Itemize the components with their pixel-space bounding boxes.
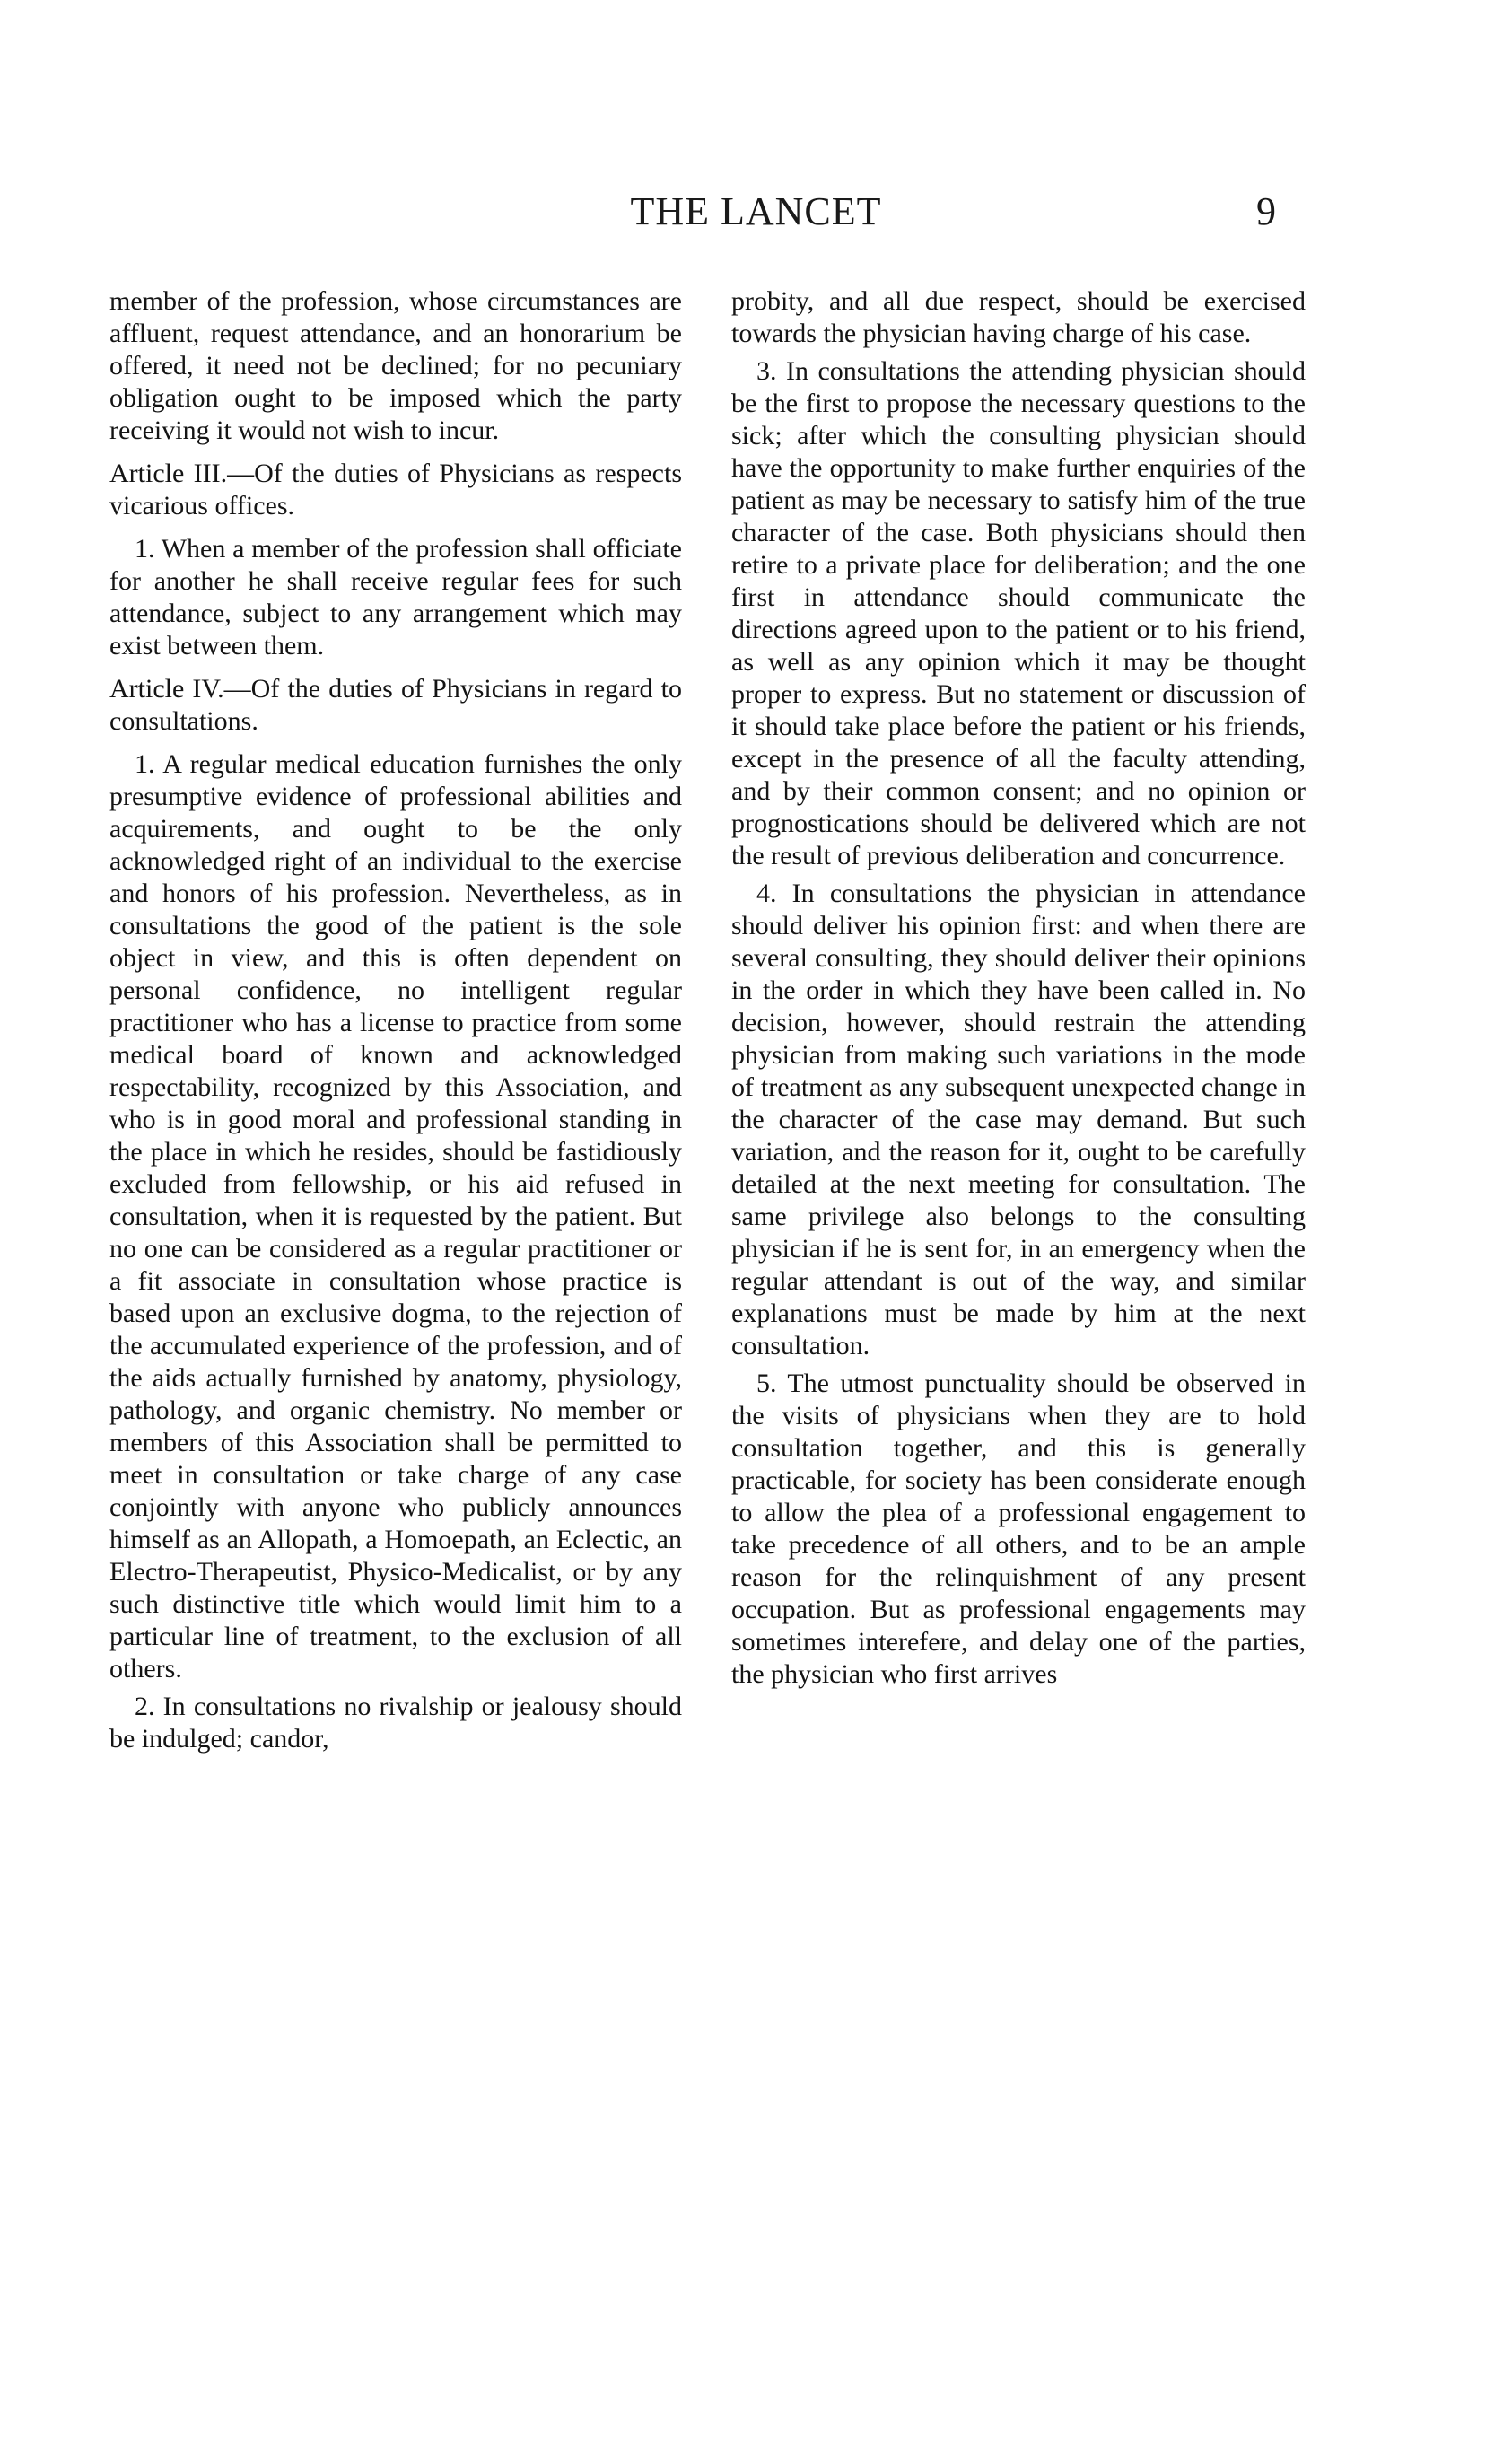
- left-column: [109, 285, 682, 1761]
- article-4-heading: Article IV.—Of the duties of Physicians in regard to consultations.: [109, 674, 682, 736]
- paragraph-continued-right: probity, and all due respect, should be exercised towards the physician having charge of his case.: [731, 286, 1306, 348]
- article-3-item-1: 1. When a member of the profession shall officiate for another he shall receive regular fees for such attendance, subject to any arrangement which may exist between them.: [109, 534, 682, 660]
- article-4-item-3: 3. In consultations the attending physician should be the first to propose the necessary questions to the sick; after which the consulting physician should have the opportunity to make further enquiries of the patient as may be necessary to satisfy him of the true character of the case. Both physicians should then retire to a private place for deliberation; and the one first in attendance should communicate the directions agreed upon to the patient or to his friend, as well as any opinion which it may be thought proper to express. But no statement or discussion of it should take place before the patient or his friends, except in the presence of all the faculty attending, and by their common consent; and no opinion or prognostications should be delivered which are not the result of previous deliberation and concurrence.: [731, 356, 1306, 870]
- right-column: [731, 285, 1306, 1696]
- running-title: THE LANCET: [630, 189, 882, 233]
- article-3-heading: Article III.—Of the duties of Physicians as respects vicarious offices.: [109, 459, 682, 520]
- article-4-item-2: 2. In consultations no rivalship or jealousy should be indulged; candor,: [109, 1692, 682, 1754]
- article-4-item-1: 1. A regular medical education furnishes the only presumptive evidence of professional abilities and acquirements, and ought to be the only acknowledged right of an individual to the exercise and honors of his profession. Nevertheless, as in consultations the good of the patient is the sole object in view, and this is often dependent on personal confidence, no intelligent regular practitioner who has a license to practice from some medical board of known and acknowledged respectability, recognized by this Association, and who is in good moral and professional standing in the place in which he resides, should be fastidiously excluded from fellowship, or his aid refused in consultation, when it is requested by the patient. But no one can be considered as a regular practitioner or a fit associate in consultation whose practice is based upon an exclusive dogma, to the rejection of the accumulated experience of the profession, and of the aids actually furnished by anatomy, physiology, pathology, and organic chemistry. No member or members of this Association shall be permitted to meet in consultation or take charge of any case conjointly with anyone who publicly announces himself as an Allopath, a Homoepath, an Eclectic, an Electro-Therapeutist, Physico-Medicalist, or by any such distinctive title which would limit him to a particular line of treatment, to the exclusion of all others.: [109, 749, 682, 1684]
- paragraph-continued: member of the profession, whose circumstances are affluent, request attendance, and an honorarium be offered, it need not be declined; for no pecuniary obligation ought to be imposed which the party receiving it would not wish to incur.: [109, 286, 682, 445]
- article-4-item-5: 5. The utmost punctuality should be observed in the visits of physicians when they are to hold consultation together, and this is generally practicable, for society has been considerate enough to allow the plea of a professional engagement to take precedence of all others, and to be an ample reason for the relinquishment of any present occupation. But as professional engagements may sometimes interefere, and delay one of the parties, the physician who first arrives: [731, 1369, 1306, 1689]
- page-number: 9: [1256, 189, 1276, 233]
- page-header: [0, 188, 1512, 242]
- article-4-item-4: 4. In consultations the physician in attendance should deliver his opinion first: and when there are several consulting, they should deliver their opinions in the order in which they have been called in. No decision, however, should restrain the attending physician from making such variations in the mode of treatment as any subsequent unexpected change in the character of the case may demand. But such variation, and the reason for it, ought to be carefully detailed at the next meeting for consultation. The same privilege also belongs to the consulting physician if he is sent for, in an emergency when the regular attendant is out of the way, and similar explanations must be made by him at the next consultation.: [731, 879, 1306, 1360]
